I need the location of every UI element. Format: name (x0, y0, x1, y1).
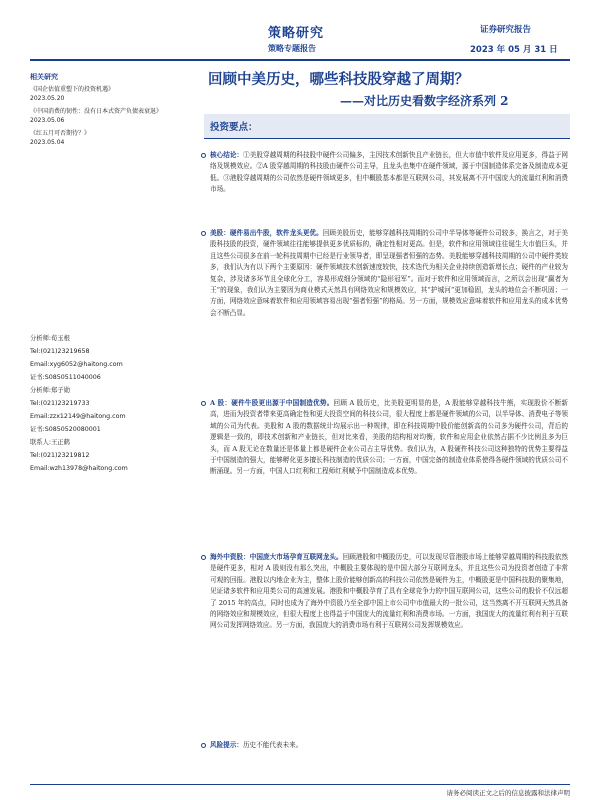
paragraph-text: ①美股穿越周期的科技股中硬件公司偏多，主因技术创新快且产业链长，但大市值中软件及应用更多，得益于网络及规模效应。②A 股穿越周期的科技股由硬件公司主导，且龙头也集中在硬件领域，源于中国制造体系完备及制造成本更低。③港股穿越周期的公司依然是硬件领域更多，但中概股基本都是互联网公司，其发展离不开中国庞大的流量红利和消费市场。 (210, 151, 569, 194)
section-header (204, 114, 570, 138)
section-divider (204, 138, 570, 139)
header-subtitle: 策略专题报告 (268, 43, 316, 53)
analyst-cert: 证书:S0850511040006 (30, 374, 101, 381)
footer-divider (30, 784, 570, 785)
risk-paragraph (210, 740, 568, 751)
related-item-date: 2023.05.04 (30, 139, 65, 146)
key-point-paragraph (210, 228, 568, 319)
key-point-paragraph (210, 150, 568, 196)
analyst-email[interactable]: Email:zzx12149@haitong.com (30, 413, 126, 420)
related-heading: 相关研究 (30, 73, 58, 81)
bullet-icon (201, 555, 206, 560)
paragraph-lead: 海外中资股：中国庞大市场孕育互联网龙头。 (210, 553, 343, 561)
report-date: 2023 年 05 月 31 日 (470, 45, 558, 55)
section-heading: 投资要点： (210, 122, 258, 133)
key-point-paragraph (210, 552, 568, 632)
related-item-title[interactable]: 《中国消费的韧性：没有日本式资产负债表衰退》 (30, 108, 163, 115)
paragraph-text: 回顾港股和中概股历史，可以发现尽管港股市场上能够穿越周期的科技股依然是硬件更多，相对 A 股则没有那么突出，中概股主要体现的是中国大部分互联网龙头，并且这些公司为投资者创造了非常可观的回报。港股以内地企业为主，整体上股价能够创新高的科技公司依然是硬件为主，中概股更是中国科技股的聚集地，见证诸多软件和应用类公司的高速发展。港股和中概股孕育了具有全球竞争力的中国互联网公司，这些公司的股价不仅远超了 2015 年的高点，同时也成为了海外中资股乃至全部中国上市公司中市值最大的一批公司，这当然离不开互联网天然具备的网络效应和规模效应，但很大程度上也得益于中国庞大的流量红利和消费市场。一方面，我国庞大的流量红利有利于互联网公司发挥网络效应。另一方面，我国庞大的消费市场有利于互联网公司发挥规模效应。 (210, 553, 569, 630)
contact-tel: Tel:(021)23219812 (30, 452, 90, 459)
paragraph-lead: 美股：硬件易出牛股，软件龙头更优。 (210, 229, 323, 237)
analyst-tel: Tel:(021)23219733 (30, 400, 90, 407)
paragraph-text: 历史不能代表未来。 (242, 741, 303, 749)
analyst-name: 分析师:荀玉根 (30, 335, 70, 342)
contact-email[interactable]: Email:wzh13978@haitong.com (30, 465, 128, 472)
report-subtitle: ——对比历史看数字经济系列 2 (340, 94, 509, 108)
contact-name: 联系人:王正鹤 (30, 439, 70, 446)
paragraph-text: 回顾 A 股历史，比美股更明显的是，A 股能够穿越科技牛熊，实现股价不断新高，进而为投资者带来更高确定性和更大投资空间的科技公司，很大程度上都是硬件领域的公司，以半导体、消费电子等领域的公司为代表。美股和 A 股的数据统计均展示出一种规律，即在科技周期中股价能创新高的公司多为硬件公司，背后的逻辑是一致的，即技术创新和产业链长，但对比来看，美股的结构相对均衡，软件和应用企业依然占据不少比例且多为巨头，而 A 股无论在数量还是体量上都是硬件企业公司占主导优势。我们认为，A 股硬件科技公司这种独特的优势主要得益于中国制造的强大，能够孵化更多擅长科技制造的优质公司；一方面，中国完备的制造业体系使得各硬件领域的优质公司不断涌现。另一方面，中国人口红利和工程师红利赋予中国制造成本优势。 (210, 399, 568, 476)
bullet-icon (201, 231, 206, 236)
paragraph-lead: 风险提示： (210, 741, 243, 749)
related-item-date: 2023.05.20 (30, 95, 65, 102)
analyst-cert: 证书:S0850520080001 (30, 426, 101, 433)
analyst-email[interactable]: Email:xyg6052@haitong.com (30, 361, 123, 368)
paragraph-lead: A 股：硬件牛股更出源于中国制造优势。 (210, 399, 334, 407)
paragraph-text: 回顾美股历史，能够穿越科技周期的公司中半导体等硬件公司较多，换言之，对于美股科技股的投资，硬件领域往往能够提供更多优质标的，确定性相对更高。但是，软件和应用领域往往诞生大市值巨头，并且这些公司很多在前一轮科技周期中已经是行业领导者，即呈现强者恒强的态势。美股能够穿越科技周期的公司中硬件类较多，我们认为有以下两个主要原因：硬件领域技术创新速度较快，技术迭代为相关企业持续创造新增长点；硬件的产业较为复杂，涉及诸多环节且全球化分工，容易形成细分领域的“隐形冠军”。而对于软件和应用领域而言，之所以会出现“赢者为王”的现象，我们认为主要因为商业模式天然具有网络效应和规模效应，其“护城河”更加稳固，龙头的地位会不断巩固；一方面，网络效应意味着软件和应用领域容易出现“强者恒强”的格局。另一方面，规模效应意味着软件和应用龙头的成本优势会不断凸显。 (210, 229, 569, 317)
related-research (30, 72, 190, 151)
header-divider (30, 59, 570, 61)
key-point-paragraph (210, 398, 568, 478)
footer-disclaimer: 请务必阅读正文之后的信息披露和法律声明 (446, 789, 570, 797)
report-title: 回顾中美历史，哪些科技股穿越了周期？ (208, 71, 469, 88)
related-item-title[interactable]: 《国企估值重塑下的投资机遇》 (30, 86, 115, 93)
analyst-info (30, 332, 200, 475)
related-item-date: 2023.05.06 (30, 117, 65, 124)
header-title: 策略研究 (268, 26, 325, 41)
paragraph-lead: 核心结论： (210, 151, 244, 159)
bullet-icon (201, 153, 206, 158)
bullet-icon (201, 401, 206, 406)
bullet-icon (201, 743, 206, 748)
report-type: 证券研究报告 (480, 25, 532, 35)
analyst-tel: Tel:(021)23219658 (30, 348, 90, 355)
analyst-name: 分析师:郑子勋 (30, 387, 70, 394)
related-item-title[interactable]: 《红五月可否期待？》 (30, 130, 91, 137)
page-header (0, 0, 600, 62)
